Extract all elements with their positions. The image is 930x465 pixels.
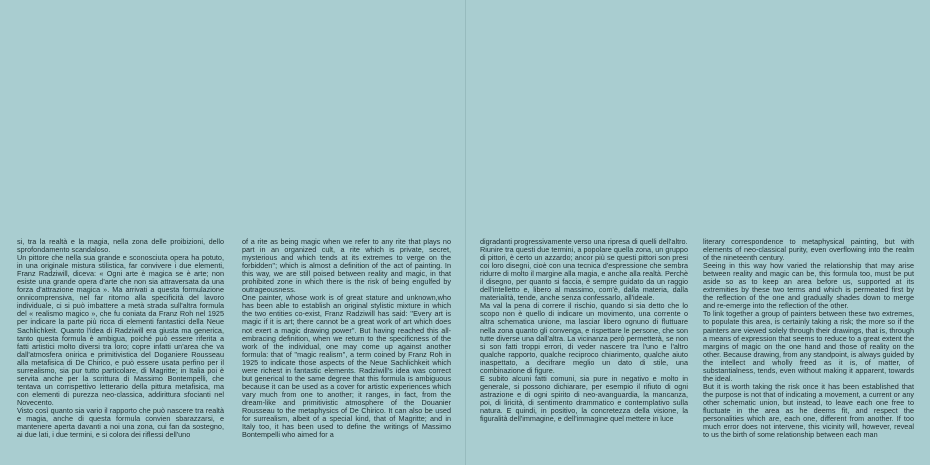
english-column-right bbox=[703, 238, 914, 439]
paragraph: Ma val la pena di correre il rischio, quando si sia detto che lo scopo non è quello di indicare un movimento, una corrente o altra schematica unione, ma lasciar libero ognuno di fluttuare nella zona quanto gli convenga, e rispettare le persone, che son tutte diverse una dall'altra. La vicinanza però permetterà, se non si son fatti troppi errori, di veder nascere tra l'uno e l'altro qualche rapporto, qualche reciproco chiarimento, qualche aiuto inaspettato, a decifrare meglio un dato di stile, una combinazione di figure. bbox=[480, 301, 688, 375]
paragraph: To link together a group of painters between these two extremes, to populate this area, is certainly taking a risk; the more so if the painters are viewed solely through their drawings, that is, through a means of expression that seems to reduce to a great extent the margins of magic on the one hand and those of reality on the other. Because drawing, from any standpoint, is always guided by the intellect and wholly freed as it is, of matter, of substantialness, tends, even without making it apparent, towards the ideal. bbox=[703, 309, 915, 383]
italian-column-left bbox=[17, 238, 224, 439]
spread-divider bbox=[465, 0, 466, 465]
paragraph: E subito alcuni fatti comuni, sia pure in negativo e molto in generale, si possono dichiarare, per esempio il rifiuto di ogni astrazione e di ogni spirito di neo-avanguardia, la mancanza, poi, di liricità, di sentimento drammatico e contemplativo sulla natura. E quindi, in positivo, la concretezza della visione, la figuralità dell'immagine, e dell'immagine quel mettere in luce bbox=[480, 373, 688, 424]
paragraph: One painter, whose work is of great stature and unknown,who has been able to establish an original stylistic mixture in which the two entities co-exist, Franz Radziwill has said: ''Every art is magic if it is art; there cannot be a great work of art which does not exert a magic drawing power''. But having reached this all-embracing definition, when we return to the specificness of the work of the individual, one may come up against another formula: that of ''magic realism'', a term coined by Franz Roh in 1925 to indicate those aspects of the Neue Sachlichkeit which were richest in fantastic elements. Radziwill's idea was correct but generical to the same degree that this formula is ambiguous because it can be used as a cover for artistic experiences which vary much from one to another; it ranges, in fact, from the dream-like and primitivistic atmosphere of the Douanier Rousseau to the metaphysics of De Chirico. It can also be used for surrealism, albeit of a special kind, that of Magritte; and in Italy too, it has been used to define the writings of Massimo Bontempelli who aimed for a bbox=[242, 293, 451, 440]
paragraph: si, tra la realtà e la magia, nella zona delle proibizioni, dello sprofondamento scandaloso. bbox=[17, 237, 224, 255]
paragraph: Riunire tra questi due termini, a popolare quella zona, un gruppo di pittori, è certo un azzardo; ancor più se questi pittori son presi coi loro disegni, cioè con una tecnica d'espressione che sembra ridurre di molto il margine alla magia, e anche alla realtà. Perchè il disegno, per quanto si faccia, è sempre guidato da un raggio dell'intelletto e, libero al massimo, com'è, dalla materia, dalla materialità, tende, anche senza confessarlo, all'ideale. bbox=[480, 245, 688, 303]
paragraph: But it is worth taking the risk once it has been established that the purpose is not that of indicating a movement, a current or any other schematic union, but instead, to leave each one free to fluctuate in the area as he deems fit, and respect the personalities which are, each one, different from another. If too much error does not intervene, this vicinity will, however, reveal to us the birth of some relationship between each man bbox=[703, 381, 914, 440]
italian-column-right bbox=[480, 238, 688, 423]
english-column-left bbox=[242, 238, 451, 439]
paragraph: digradanti progressivamente verso una ripresa di quelli dell'altro. bbox=[480, 237, 688, 246]
paragraph: Visto così quanto sia vario il rapporto che può nascere tra realtà e magia, anche di questa formula convien sbarazzarsi, e mantenere aperta davanti a noi una zona, cui fan da sostegno, ai due lati, i due termini, e si colora dei riflessi dell'uno bbox=[17, 405, 224, 440]
paragraph: Un pittore che nella sua grande e sconosciuta opera ha potuto, in una originale mistura stilistica, far convivere i due elementi, Franz Radziwill, diceva: « Ogni arte è magica se è arte; non esiste una grande opera d'arte che non sia attraversata da una forza d'attrazione magica ». Ma arrivati a questa formulazione onnicomprensiva, nel far ritorno alla specificità del lavoro individuale, ci si può imbattere a metà strada sull'altra formula del « realismo magico », che fu coniata da Franz Roh nel 1925 per indicare la parte più ricca di elementi fantastici della Neue Sachlichkeit. Quanto l'idea di Radziwill era giusta ma generica, tanto questa formula è ambigua, poiché può essere riferita a fatti artistici molto diversi tra loro; copre infatti un'area che va dall'atmosfera onirica e primitivistica del Doganiere Rousseau alla metafisica di De Chirico, e può essere usata perfino per il surrealismo, sia pur tutto particolare, di Magritte; in Italia poi è servita anche per la scrittura di Massimo Bontempelli, che tentava un corrispettivo letterario della pittura metafisica, ma con elementi di purezza neo-classica, addirittura sfocianti nel Novecento. bbox=[17, 253, 224, 407]
paragraph: literary correspondence to metaphysical painting, but with elements of neo-classical purity, even overflowing into the realm of the nineteenth century. bbox=[703, 237, 914, 263]
paragraph: of a rite as being magic when we refer to any rite that plays no part in an organized cult, a rite which is private, secret, mysterious and which tends at its extremes to verge on the forbidden''; which is almost a definition of the act of painting. In this way, we are still poised between reality and magic, in that prohibited zone in which there is the risk of being engulfed by outrageousness. bbox=[242, 237, 451, 295]
paragraph: Seeing in this way how varied the relationship that may arise between reality and magic can be, this formula too, must be put aside so as to keep an area before us, supported at its extremities by these two terms and which is permeated first by the reflection of the one and gradually shades down to merge and re-emerge into the reflection of the other. bbox=[703, 261, 914, 311]
